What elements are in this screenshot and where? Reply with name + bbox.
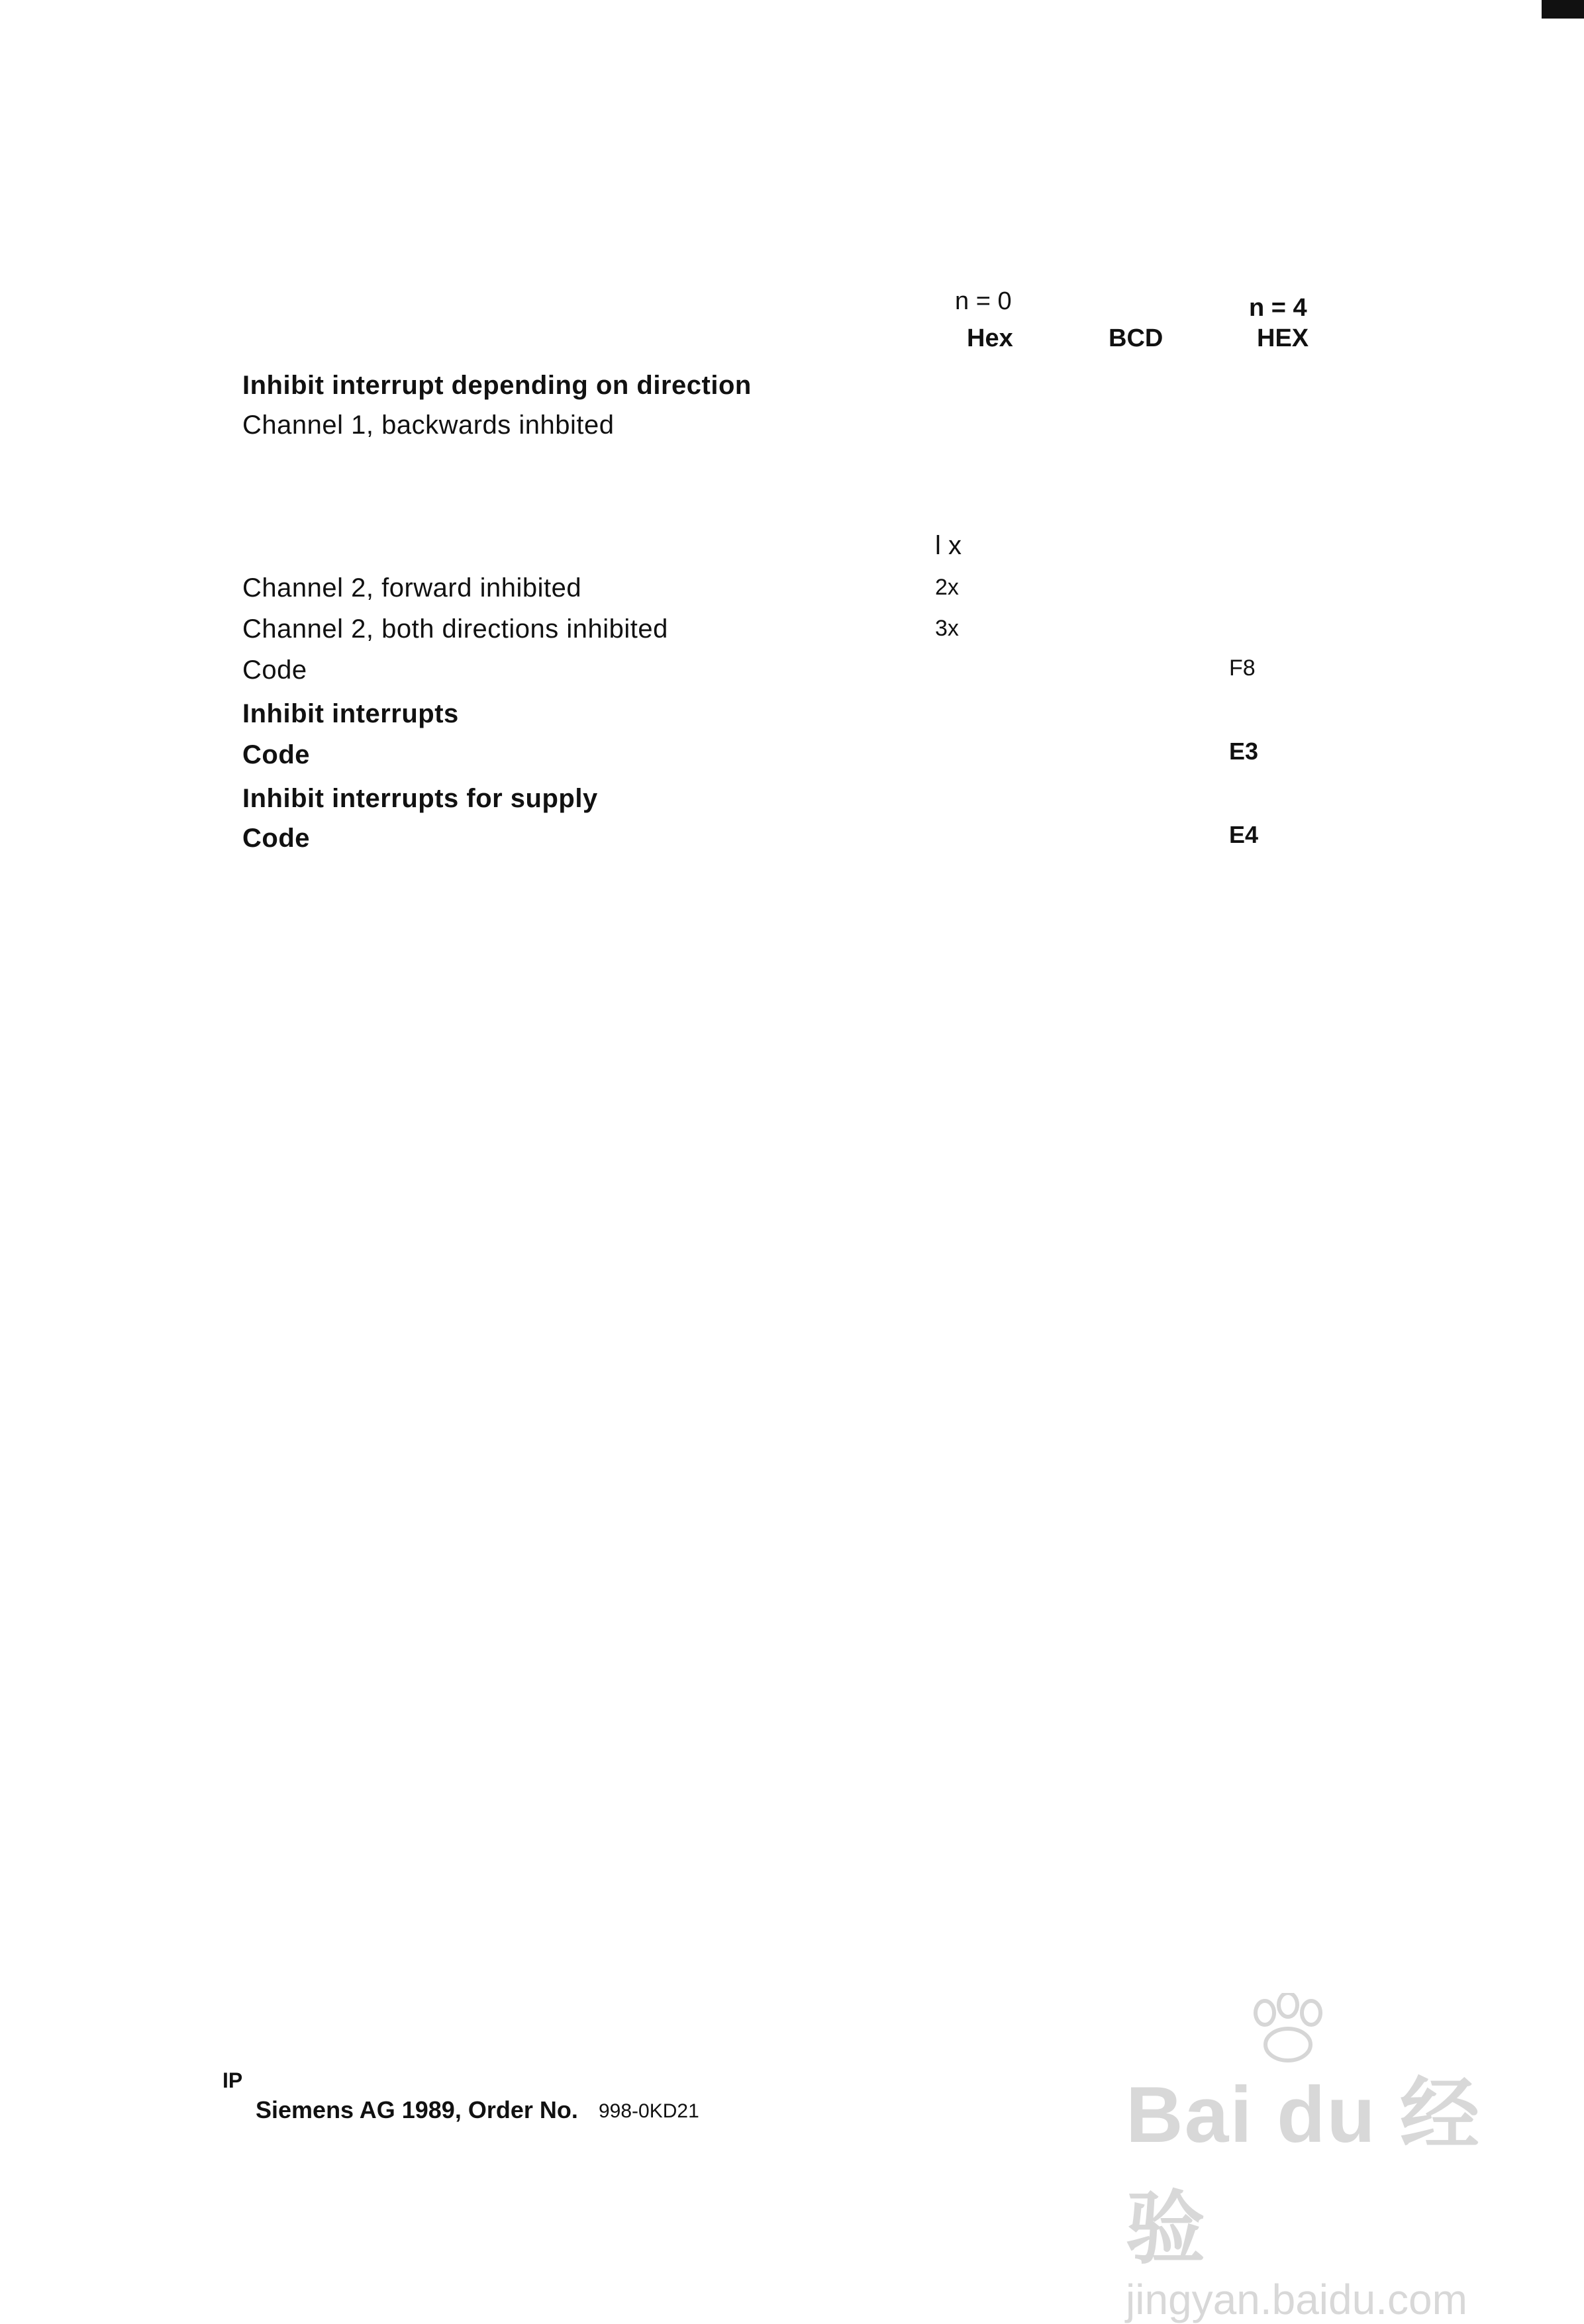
footer-copyright: Siemens AG 1989, Order No.: [256, 2096, 578, 2123]
col-n0-sub: Hex: [967, 324, 1013, 352]
row-value-hex-ch1: l x: [935, 531, 962, 560]
col-n0-heading: n = 0: [955, 287, 1012, 315]
row-value-code-f8: F8: [1229, 655, 1256, 681]
footer-ip: IP: [223, 2068, 243, 2092]
row-label-ch2-forward: Channel 2, forward inhibited: [242, 573, 582, 603]
row-title-inhibit-interrupts: Inhibit interrupts: [242, 699, 459, 728]
paw-icon: [1238, 1993, 1338, 2066]
col-n4-sub: HEX: [1257, 324, 1309, 352]
row-value-hex-ch2-forward: 2x: [935, 575, 959, 600]
row-label-code-direction: Code: [242, 655, 307, 685]
col-n4-heading: n = 4: [1249, 294, 1307, 322]
row-title-inhibit-direction: Inhibit interrupt depending on direction: [242, 371, 752, 400]
baidu-watermark: [1126, 2000, 1497, 2323]
footer-order-number: 998-0KD21: [599, 2100, 699, 2122]
row-value-code-e3: E3: [1229, 738, 1259, 765]
row-label-code-inhibit: Code: [242, 740, 310, 769]
row-value-hex-ch2-both: 3x: [935, 616, 959, 641]
row-label-code-supply: Code: [242, 824, 310, 853]
row-value-code-e4: E4: [1229, 821, 1259, 848]
scan-corner-mark: [1542, 0, 1584, 19]
watermark-logo: Bai du 经验: [1126, 2070, 1481, 2273]
watermark-url: jingyan.baidu.com: [1126, 2276, 1467, 2323]
col-bcd-sub: BCD: [1109, 324, 1163, 352]
row-label-ch1-backwards: Channel 1, backwards inhbited: [242, 411, 615, 440]
row-label-ch2-both: Channel 2, both directions inhibited: [242, 614, 668, 644]
row-title-inhibit-supply: Inhibit interrupts for supply: [242, 784, 598, 813]
